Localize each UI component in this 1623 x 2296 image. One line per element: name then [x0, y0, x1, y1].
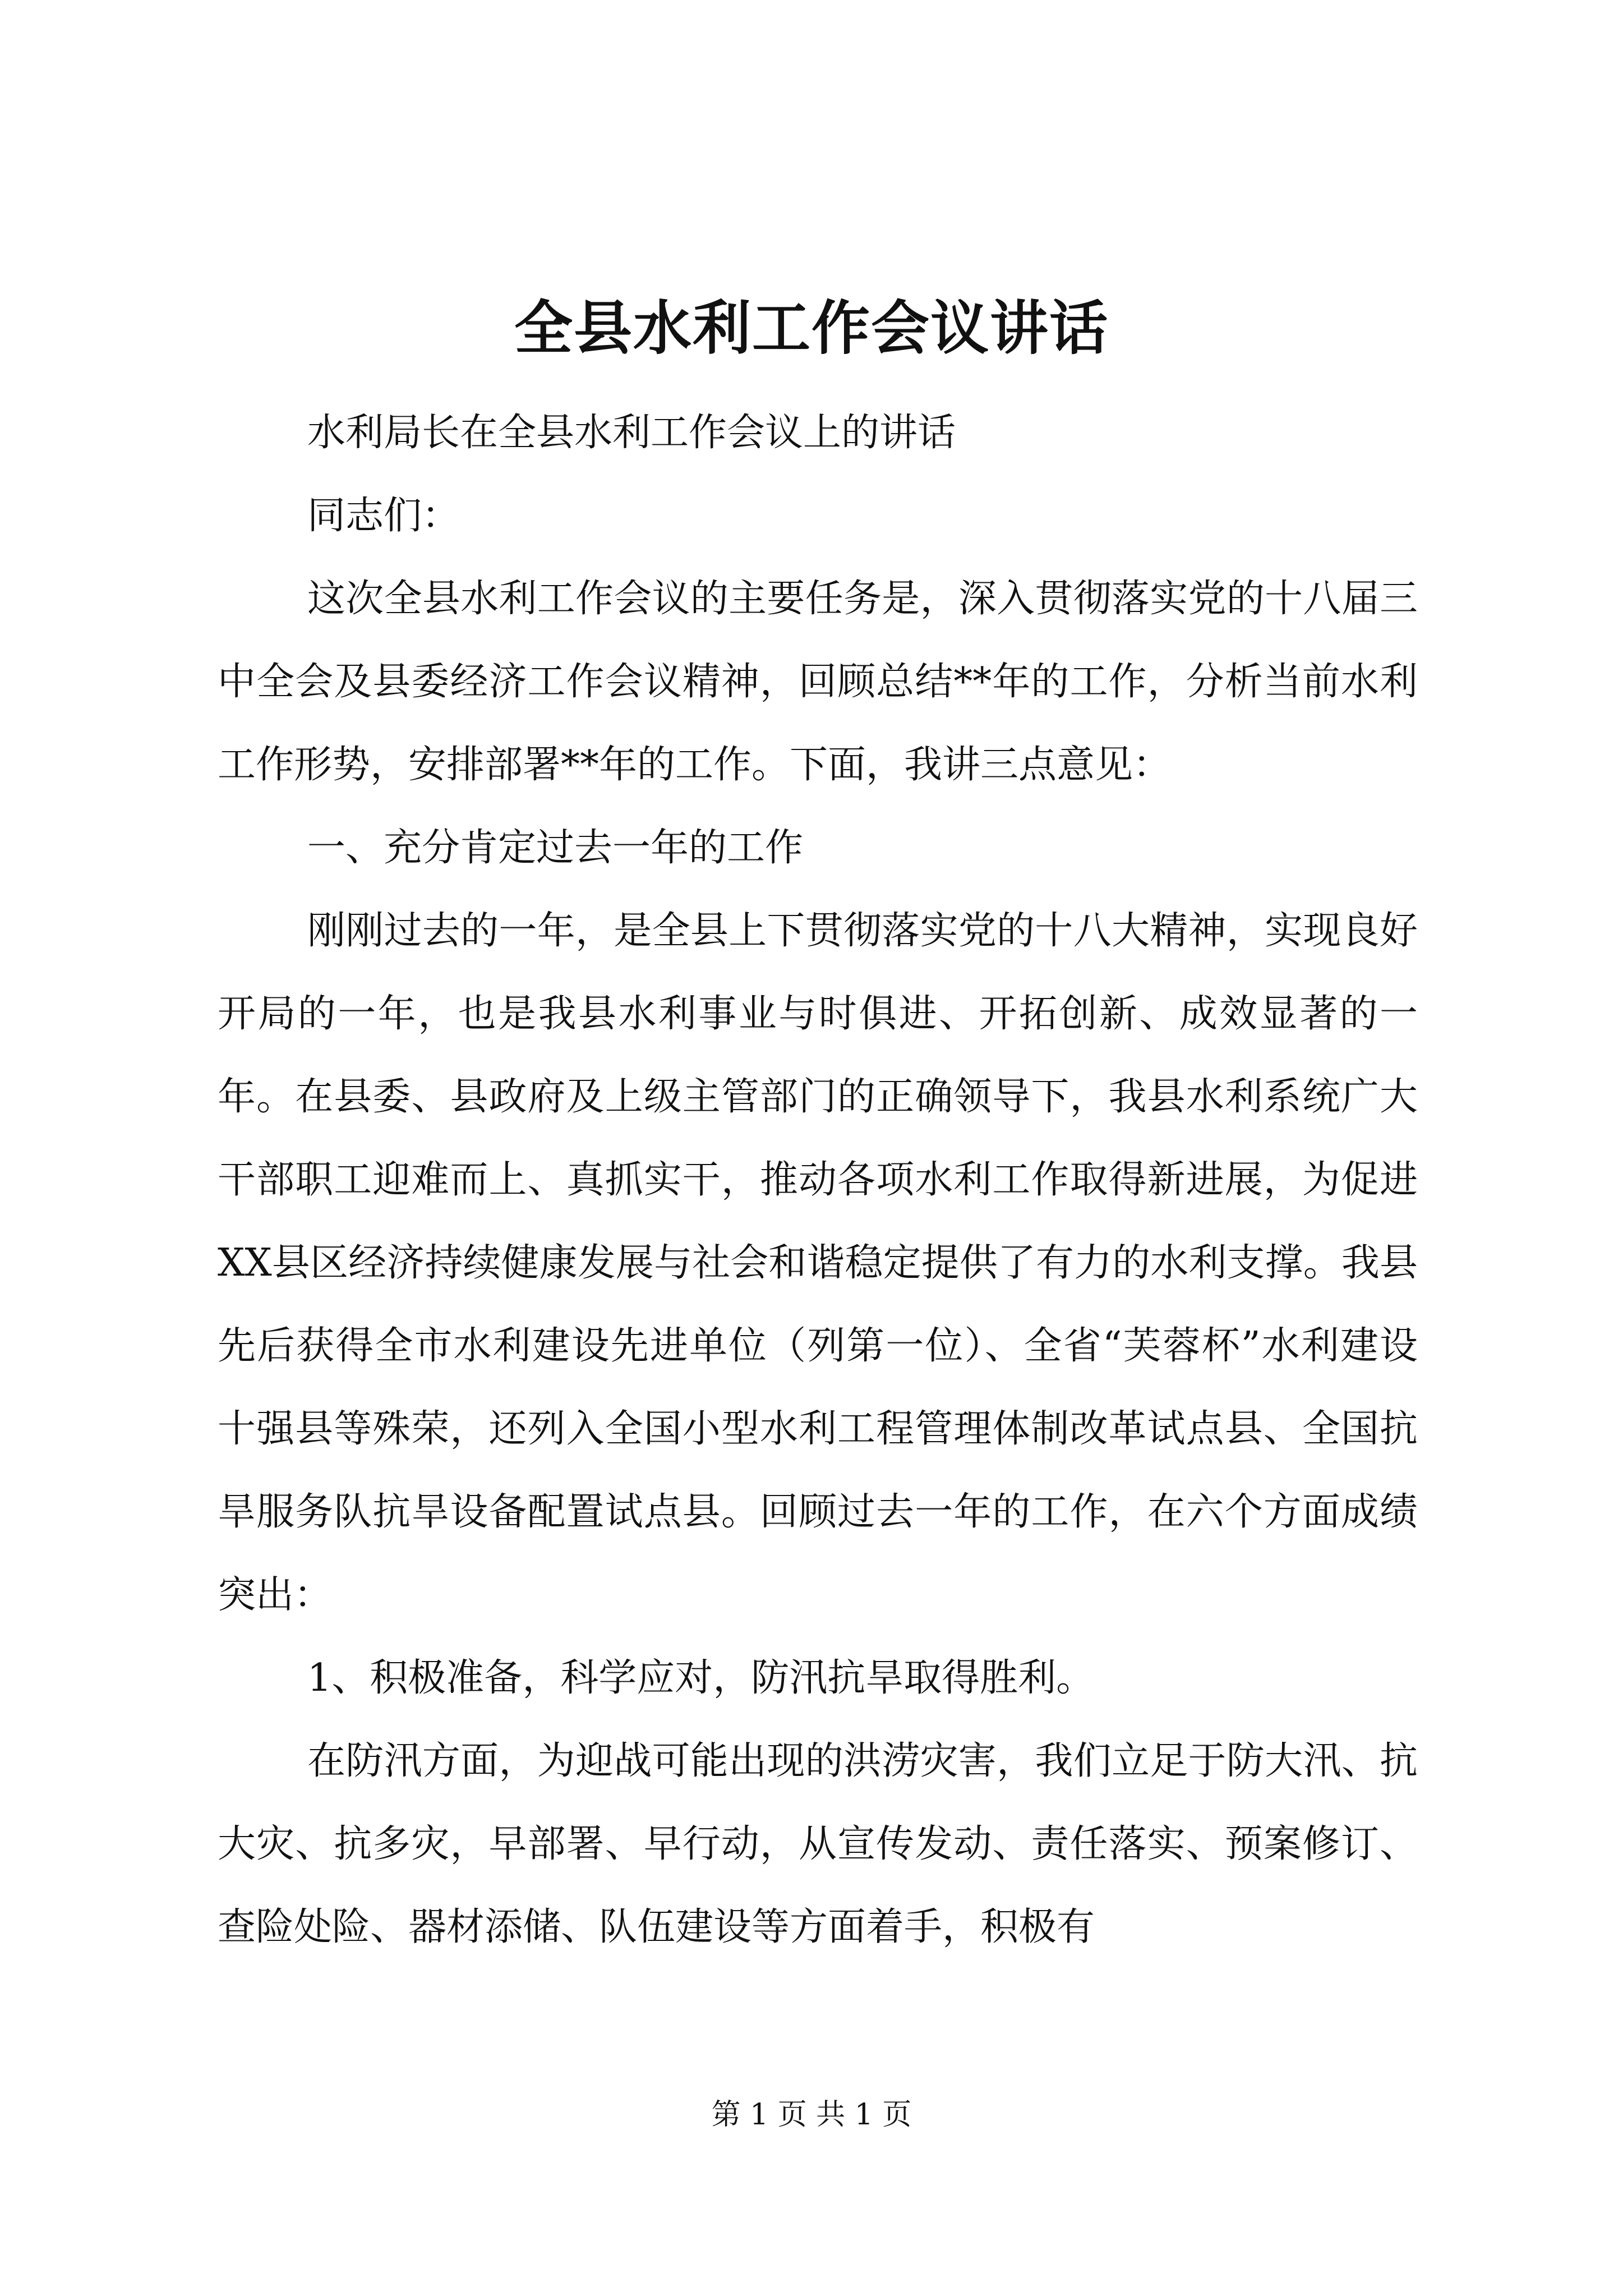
speech-subtitle: 水利局长在全县水利工作会议上的讲话 — [307, 411, 956, 455]
body-paragraph: 刚刚过去的一年，是全县上下贯彻落实党的十八大精神，实现良好开局的一年，也是我县水利事业与时俱进、开拓创新、成效显著的一年。在县委、县政府及上级主管部门的正确领导下，我县水利系统广大干部职工迎难而上、真抓实干，推动各项水利工作取得新进展，为促进XX县区经济持续健康发展与社会和谐稳定提供了有力的水利支撑。我县先后获得全市水利建设先进单位（列第一位）、全省“芙蓉杯”水利建设十强县等殊荣，还列入全国小型水利工程管理体制改革试点县、全国抗旱服务队抗旱设备配置试点县。回顾过去一年的工作，在六个方面成绩突出： — [218, 909, 1418, 1617]
page-footer: 第 1 页 共 1 页 — [711, 2098, 912, 2132]
document-body — [218, 392, 1418, 1969]
salutation: 同志们： — [307, 494, 460, 538]
body-paragraph: 在防汛方面，为迎战可能出现的洪涝灾害，我们立足于防大汛、抗大灾、抗多灾，早部署、早行动，从宣传发动、责任落实、预案修订、查险处险、器材添储、队伍建设等方面着手，积极有 — [218, 1739, 1418, 1949]
document-title: 全县水利工作会议讲话 — [514, 293, 1109, 362]
subsection-heading: 1、积极准备，科学应对，防汛抗旱取得胜利。 — [307, 1656, 1095, 1700]
body-paragraph: 这次全县水利工作会议的主要任务是，深入贯彻落实党的十八届三中全会及县委经济工作会议精神，回顾总结**年的工作，分析当前水利工作形势，安排部署**年的工作。下面，我讲三点意见： — [218, 577, 1418, 787]
section-heading: 一、充分肯定过去一年的工作 — [307, 826, 804, 870]
